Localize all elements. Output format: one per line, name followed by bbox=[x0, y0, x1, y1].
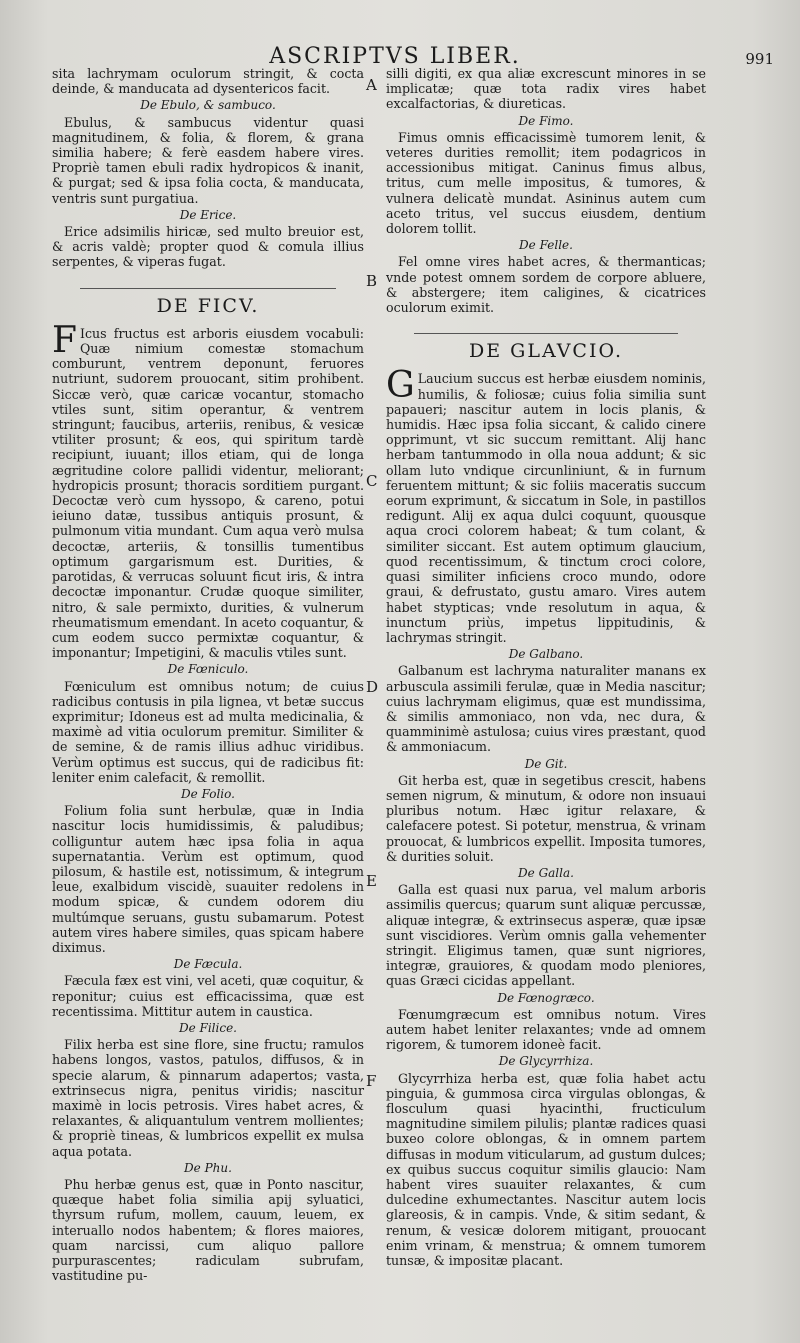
section-text-felle: Fel omne vires habet acres, & thermanticas; vnde potest omnem sordem de corpore abluere, & abstergere; item caligines, & cicatrices oculorum eximit. bbox=[386, 254, 706, 316]
section-text-glycyrrhiza: Glycyrrhiza herba est, quæ folia habet actu pinguia, & gummosa circa virgulas oblongas, & flosculum quasi hyacinthi, fructiculum magnitudine similem pilulis; plantæ radices quasi buxeo colore oblongas, & in omnem partem diffusas in modum viticularum, ad gustum dulces; ex quibus succus coquitur similis glaucio: Nam habent vires suauiter relaxantes, & cum dulcedine exhumectantes. Nascitur autem locis glareosis, & in campis. Vnde, & sitim sedant, & renum, & vesicæ dolorem mitigant, prouocant enim vrinam, & menstrua; & omnem tumorem tunsæ, & impositæ placant. bbox=[386, 1070, 706, 1269]
section-text-ebulo: Ebulus, & sambucus videntur quasi magnitudinem, & folia, & florem, & grana similia habere; & ferè easdem habere vires. Propriè tamen ebuli radix hydropicos & inanit, & purgat; sed & ipsa folia cocta, & manducata, ventris sunt purgatiua. bbox=[52, 114, 364, 206]
section-divider bbox=[414, 333, 678, 334]
running-title: ASCRIPTVS LIBER. bbox=[269, 44, 521, 69]
section-text-erice: Erice adsimilis hiricæ, sed multo breuior est, & acris valdè; propter quod & comula illius serpentes, & viperas fugat. bbox=[52, 224, 364, 270]
section-title-ebulo: De Ebulo, & sambuco. bbox=[140, 98, 276, 113]
section-title-faecula: De Fæcula. bbox=[173, 957, 243, 972]
left-intro-text: sita lachrymam oculorum stringit, & cocta deinde, & manducata ad dysentericos facit. bbox=[52, 66, 364, 97]
section-title-phu: De Phu. bbox=[184, 1160, 232, 1175]
section-divider bbox=[80, 288, 336, 289]
dropcap-g: G bbox=[386, 365, 415, 407]
section-title-galbano: De Galbano. bbox=[508, 647, 584, 662]
section-title-felle: De Felle. bbox=[519, 238, 573, 253]
page-number: 991 bbox=[745, 50, 774, 68]
section-text-filice: Filix herba est sine flore, sine fructu; ramulos habens longos, vastos, patulos, diffusos, & in specie alarum, & pinnarum adapertos; vasta, extrinsecus nigra, penitus viridis; nascitur maximè in locis petrosis. Vires habet acres, & relaxantes, & aliquantulum ventrem mollientes; & propriè tineas, & lumbricos expellit ex mulsa aqua potata. bbox=[52, 1037, 364, 1159]
chapter-text-glaucio bbox=[386, 365, 706, 645]
section-text-folio: Folium folia sunt herbulæ, quæ in India nascitur locis humidissimis, & paludibus; colliguntur autem hæc ipsa folia in aqua supernatantia. Verùm est optimum, quod pilosum, & hastile est, notissimum, & integrum leue, exalbidum viscidè, suauiter redolens in modum spicæ, & cundem odorem diu multúmque seruans, gustu subamarum. Potest autem vires habere similes, quas spicam habere diximus. bbox=[52, 803, 364, 955]
section-text-git: Git herba est, quæ in segetibus crescit, habens semen nigrum, & minutum, & odore non insuaui pluribus notum. Hæc igitur relaxare, & calefacere potest. Si potetur, menstrua, & vrinam prouocat, & lumbricos expellit. Imposita tumores, & durities soluit. bbox=[386, 772, 706, 864]
section-title-foeniculo: De Fœniculo. bbox=[167, 662, 249, 677]
section-title-erice: De Erice. bbox=[179, 207, 237, 222]
margin-letter-e: E bbox=[366, 872, 377, 890]
dropcap-f: F bbox=[52, 319, 77, 361]
section-text-faecula: Fæcula fæx est vini, vel aceti, quæ coquitur, & reponitur; cuius est efficacissima, quæ est recentissima. Mittitur autem in caustica. bbox=[52, 973, 364, 1019]
margin-letter-c: C bbox=[366, 472, 378, 490]
margin-letter-b: B bbox=[366, 272, 378, 290]
margin-letter-d: D bbox=[366, 678, 379, 696]
section-title-galla: De Galla. bbox=[518, 865, 574, 880]
section-title-filice: De Filice. bbox=[178, 1020, 237, 1035]
section-text-phu: Phu herbæ genus est, quæ in Ponto nascitur, quæque habet folia similia apij syluatici, thyrsum rufum, mollem, cauum, leuem, ex interuallo nodos habentem; & flores maiores, quam narcissi, cum aliquo pallore purpurascentes; radiculam subrufam, vastitudine pu- bbox=[52, 1177, 364, 1284]
margin-letter-a: A bbox=[366, 76, 377, 94]
right-column bbox=[386, 66, 706, 1268]
section-text-galbano: Galbanum est lachryma naturaliter manans ex arbuscula assimili ferulæ, quæ in Media nascitur; cuius lachrymam eligimus, quæ est mundissima, & similis ammoniaco, non vda, nec dura, & quamminimè astulosa; cuius vires præstant, quod & ammoniacum. bbox=[386, 663, 706, 755]
section-title-glycyrrhiza: De Glycyrrhiza. bbox=[498, 1054, 594, 1069]
chapter-title-glaucio: DE GLAVCIO. bbox=[469, 340, 623, 363]
section-text-fimo: Fimus omnis efficacissimè tumorem lenit, & veteres durities remollit; item podagricos in accessionibus mitigat. Caninus fimus albus, tritus, cum melle impositus, & tumores, & vulnera delicatè mundat. Asininus autem cum aceto tritus, vel succus eiusdem, dentium dolorem tollit. bbox=[386, 129, 706, 237]
section-title-folio: De Folio. bbox=[181, 786, 235, 801]
section-text-foenograeco: Fœnumgræcum est omnibus notum. Vires autem habet leniter relaxantes; vnde ad omnem rigorem, & tumorem idoneè facit. bbox=[386, 1006, 706, 1053]
section-title-foenograeco: De Fœnogræco. bbox=[497, 990, 595, 1005]
section-title-git: De Git. bbox=[524, 756, 568, 771]
chapter-title-ficu: DE FICV. bbox=[156, 294, 260, 317]
margin-letter-f: F bbox=[366, 1072, 377, 1090]
section-text-foeniculo: Fœniculum est omnibus notum; de cuius radicibus contusis in pila lignea, vt betæ succus exprimitur; Idoneus est ad multa medicinalia, & maximè ad vitia oculorum premitur. Similiter & de semine, & de ramis illius adhuc viridibus. Verùm optimus est succus, qui de radicibus fit: leniter enim calefacit, & remollit. bbox=[52, 678, 364, 785]
section-text-galla: Galla est quasi nux parua, vel malum arboris assimilis quercus; quarum sunt aliquæ percussæ, aliquæ integræ, & extrinsecus asperæ, quæ ipsæ sunt viscidiores. Verùm omnis galla vehementer stringit. Eligimus tamen, quæ sunt nigriores, integræ, grauiores, & quodam modo pleniores, quas Græci cicidas appellant. bbox=[386, 882, 706, 989]
ficu-body: Icus fructus est arboris eiusdem vocabuli: Quæ nimium comestæ stomachum comburunt, ventrem deponunt, feruores nutriunt, sudorem prouocant, sitim prohibent. Siccæ verò, quæ caricæ vocantur, stomacho vtiles sunt, sitim operantur, & ventrem stringunt; faucibus, arteriis, renibus, & vesicæ vtiliter prosunt; & eos, qui spiritum tardè recipiunt, iuuant; illos etiam, qui de longa ægritudine colore pallidi videntur, meliorant; hydropicis prosunt; thoracis sorditiem purgant. Decoctæ verò cum hyssopo, & careno, potui ieiuno datæ, tussibus antiquis prosunt, & pulmonum vitia mundant. Cum aqua verò mulsa decoctæ, arteriis, & tonsillis tumentibus optimum gargarismum est. Durities, & parotidas, & verrucas soluunt ficut iris, & intra decoctæ imponantur. Crudæ quoque similiter, nitro, & sale permixto, durities, & vulnerum rheumatismum emendant. In aceto coquantur, & cum eodem succo permixtæ coquantur, & imponantur; Impetigini, & maculis vtiles sunt. bbox=[52, 325, 364, 661]
section-title-fimo: De Fimo. bbox=[518, 113, 574, 128]
glaucio-body: Laucium succus est herbæ eiusdem nominis, humilis, & foliosæ; cuius folia similia sunt papaueri; nascitur autem in locis planis, & humidis. Hæc ipsa folia siccant, & calido cinere opprimunt, vt sic succum remittant. Alij hanc herbam tantummodo in olla noua addunt; & sic ollam luto vndique circunliniunt, & in furnum feruentem mittunt; & sic foliis maceratis succum eorum exprimunt, & siccatum in Sole, in pastillos redigunt. Alij ex aqua dulci coquunt, quousque aqua croci colorem habeat; & tum colant, & similiter siccant. Est autem optimum glaucium, quod recentissimum, & tinctum croci colore, quasi similiter inficiens croco mundo, odore graui, & defrustato, gustu amaro. Vires autem habet stypticas; vnde resolutum in aqua, & inunctum priùs, impetus lippitudinis, & lachrymas stringit. bbox=[386, 371, 706, 645]
left-column bbox=[52, 66, 364, 1283]
chapter-text-ficu bbox=[52, 319, 364, 661]
right-intro-text: silli digiti, ex qua aliæ excrescunt minores in se implicatæ; quæ tota radix vires habet excalfactorias, & diureticas. bbox=[386, 66, 706, 112]
